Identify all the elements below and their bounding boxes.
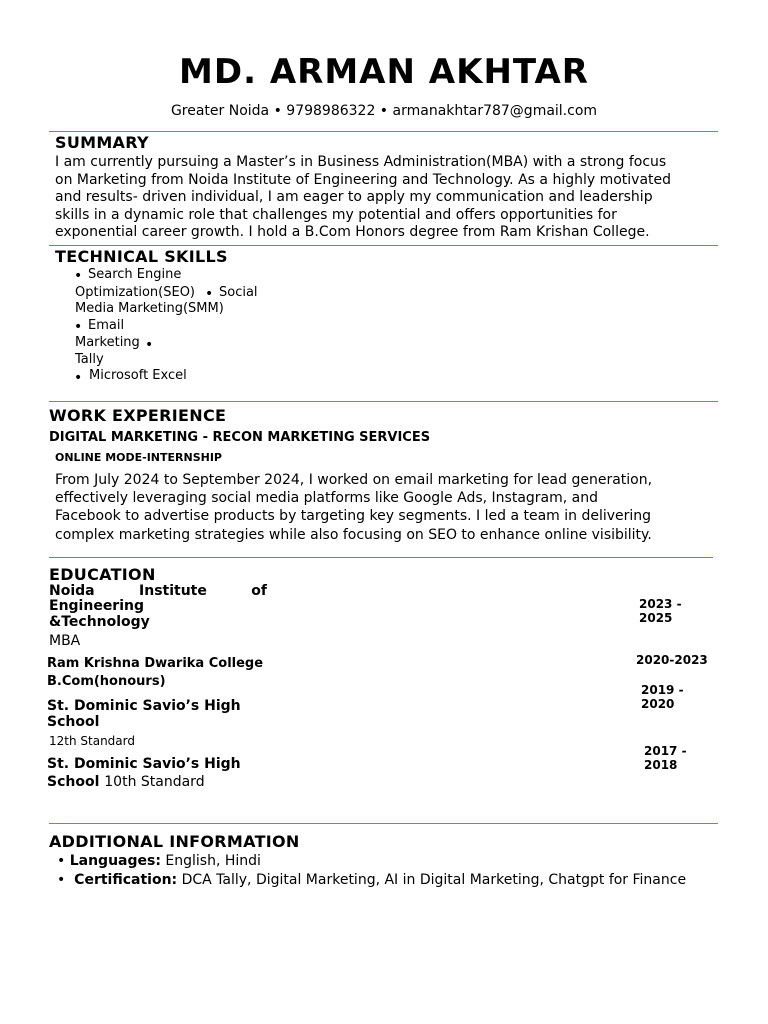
summary-heading: SUMMARY <box>55 133 149 152</box>
certification-item: • Certification: DCA Tally, Digital Marketing, AI in Digital Marketing, Chatgpt for Finance <box>57 872 687 888</box>
summary-line: on Marketing from Noida Institute of Engineering and Technology. As a highly motivated <box>55 171 672 188</box>
skill-text: Tally <box>75 352 104 367</box>
additional-heading: ADDITIONAL INFORMATION <box>49 832 300 851</box>
divider <box>49 245 718 246</box>
years: 2020-2023 <box>636 653 708 667</box>
divider <box>49 823 718 824</box>
summary-line: exponential career growth. I hold a B.Com Honors degree from Ram Krishan College. <box>55 224 650 240</box>
bullet-icon: • <box>74 319 83 335</box>
divider <box>49 401 718 402</box>
institution-name: Ram Krishna Dwarika College <box>47 656 264 671</box>
skill-text: Social <box>219 285 258 300</box>
skill-text: Search Engine <box>88 267 182 282</box>
years: 2023 - 2025 <box>639 597 682 625</box>
work-line: Facebook to advertise products by targeting key segments. I led a team in delivering <box>55 508 652 525</box>
degree: 12th Standard <box>49 734 135 748</box>
bullet-icon: • <box>145 337 154 353</box>
bullet-icon: • <box>205 286 214 302</box>
divider <box>49 557 713 558</box>
institution-name: Noida Institute of <box>49 583 267 599</box>
bullet-icon: • <box>57 853 66 869</box>
summary-line: skills in a dynamic role that challenges my potential and offers opportunities for <box>55 206 617 223</box>
skills-heading: TECHNICAL SKILLS <box>55 247 228 266</box>
skill-text: Microsoft Excel <box>89 368 187 383</box>
work-heading: WORK EXPERIENCE <box>49 406 227 425</box>
institution-name: St. Dominic Savio’s High School 10th Standard <box>47 756 241 790</box>
bullet-icon: • <box>74 268 83 284</box>
candidate-name: MD. ARMAN AKHTAR <box>179 52 589 92</box>
years: 2017 - 2018 <box>644 744 687 772</box>
degree: B.Com(honours) <box>47 674 166 689</box>
skill-text: Media Marketing(SMM) <box>75 301 224 316</box>
job-mode: ONLINE MODE-INTERNSHIP <box>55 451 222 464</box>
work-line: complex marketing strategies while also focusing on SEO to enhance online visibility. <box>55 526 652 543</box>
years: 2019 - 2020 <box>641 683 684 711</box>
bullet-icon: • <box>57 872 66 888</box>
work-line: effectively leveraging social media platforms like Google Ads, Instagram, and <box>55 490 598 507</box>
work-line: From July 2024 to September 2024, I worked on email marketing for lead generation, <box>55 472 653 488</box>
divider <box>49 131 718 132</box>
summary-line: and results- driven individual, I am eager to apply my communication and leadership <box>55 189 653 205</box>
skill-text: Email <box>88 318 125 333</box>
languages-item: • Languages: English, Hindi <box>57 853 261 869</box>
skill-text: Marketing <box>75 335 140 350</box>
institution-name: Engineering <box>49 598 144 614</box>
skill-text: Optimization(SEO) <box>75 285 196 300</box>
institution-name: &Technology <box>49 614 150 630</box>
summary-text <box>55 154 725 242</box>
contact-line: Greater Noida • 9798986322 • armanakhtar787@gmail.com <box>170 103 598 119</box>
institution-name: St. Dominic Savio’s High School <box>47 698 241 730</box>
job-title: DIGITAL MARKETING - RECON MARKETING SERVICES <box>49 430 431 445</box>
summary-line: I am currently pursuing a Master’s in Business Administration(MBA) with a strong focus <box>55 154 667 170</box>
degree: MBA <box>49 633 81 649</box>
education-heading: EDUCATION <box>49 565 156 584</box>
bullet-icon: • <box>74 370 83 386</box>
degree: 10th Standard <box>104 774 205 790</box>
work-description <box>55 471 725 544</box>
